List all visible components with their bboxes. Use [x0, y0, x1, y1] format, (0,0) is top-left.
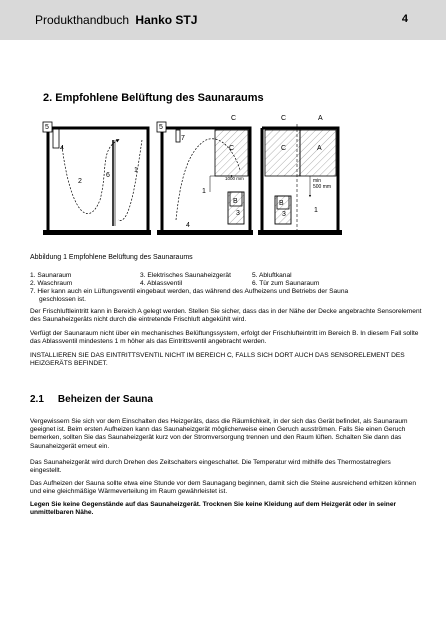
legend-item-7-cont: geschlossen ist.: [39, 296, 86, 303]
legend-item-6: 6. Tür zum Saunaraum: [252, 280, 320, 287]
paragraph-5: Das Saunaheizgerät wird durch Drehen des Zeitschalters eingeschaltet. Die Temperatur wird mithilfe des Thermostatreglers eingestellt.: [30, 459, 391, 475]
fig3-min-label: min: [313, 178, 322, 184]
legend-item-2: 2. Waschraum: [30, 280, 73, 287]
fig2-label-5: 5: [159, 124, 163, 131]
fig2-dim-label: 1000 mm: [225, 176, 244, 181]
ventilation-diagram: [0, 0, 446, 260]
fig2-label-7: 7: [181, 135, 185, 142]
legend-item-5: 5. Abluftkanal: [252, 272, 292, 279]
fig3-label-c-top: C: [281, 115, 287, 122]
paragraph-2: Verfügt der Saunaraum nicht über ein mechanisches Belüftungssystem, erfolgt der Frischlufteintritt im Bereich B. In diesem Fall sollte das Ablassventil mindestens 1 m höher als das Eintrittsventil angebracht werden.: [30, 330, 419, 346]
fig3-dim-label: 500 mm: [313, 184, 332, 190]
fig2-label-1: 1: [202, 188, 206, 195]
fig1-label-4: 4: [60, 145, 64, 152]
paragraph-3: INSTALLIEREN SIE DAS EINTRITTSVENTIL NICHT IM BEREICH C, FALLS SICH DORT AUCH DAS SENSORELEMENT DES HEIZGERÄTS BEFINDET.: [30, 352, 405, 368]
figure-legend: [30, 272, 420, 304]
legend-item-3: 3. Elektrisches Saunaheizgerät: [140, 272, 231, 279]
figure-3: [258, 115, 342, 235]
paragraph-1: Der Frischluftleintritt kann in Bereich A gelegt werden. Stellen Sie sicher, dass das in der Nähe der Decke angebrachte Sensorelement des Saunaheizgeräts nicht durch die eintretende Frischluft abgekühlt wird.: [30, 308, 422, 324]
fig3-label-3: 3: [282, 211, 286, 218]
fig1-label-2: 2: [78, 178, 82, 185]
paragraph-7-warning: Legen Sie keine Gegenstände auf das Saunaheizgerät. Trocknen Sie keine Kleidung auf dem Heizgerät oder in seiner unmittelbaren Nähe.: [30, 501, 397, 517]
header-title-product: Hanko STJ: [135, 13, 198, 27]
paragraph-6: Das Aufheizen der Sauna sollte etwa eine Stunde vor dem Saunagang beginnen, damit sich die Steine ausreichend erhitzen können und eine gleichmäßige Wärmeverteilung im Raum gewährleistet ist.: [30, 480, 416, 496]
subsection-label: Beheizen der Sauna: [57, 394, 153, 405]
legend-item-1: 1. Saunaraum: [30, 272, 72, 279]
page-number: 4: [401, 13, 408, 25]
fig3-label-b: B: [279, 200, 284, 207]
legend-item-4: 4. Ablassventil: [140, 280, 183, 287]
header-title-prefix: Produkthandbuch: [35, 13, 130, 27]
fig2-label-c-top: C: [231, 115, 237, 122]
fig2-label-4: 4: [186, 222, 190, 229]
legend-item-7: 7. Hier kann auch ein Lüftungsventil eingebaut werden, das während des Aufheizens und Betriebs der Sauna: [30, 288, 349, 295]
fig1-label-5: 5: [45, 124, 49, 131]
section-title: 2. Empfohlene Belüftung des Saunaraums: [43, 92, 264, 104]
fig3-label-1: 1: [314, 207, 318, 214]
figure-2: [157, 115, 253, 235]
fig3-label-a: A: [317, 145, 322, 152]
fig3-label-c: C: [281, 145, 287, 152]
subsection-number: 2.1: [30, 394, 44, 405]
fig1-label-6: 6: [106, 172, 110, 179]
figure-caption: Abbildung 1 Empfohlene Belüftung des Saunaraums: [30, 254, 193, 261]
fig2-label-3: 3: [236, 210, 240, 217]
figure-1: [43, 122, 151, 235]
paragraph-4: Vergewissern Sie sich vor dem Einschalten des Heizgeräts, dass die Räumlichkeit, in der sich das Gerät befindet, als Saunaraum geeignet ist. Beim ersten Aufheizen kann das Saunaheizgerät möglicherweise einen Geruch ausströmen. Falls Sie einen Geruch bemerken, sollten Sie das Saunaheizgerät kurz von der Stromversorgung trennen und den Raum lüften. Schalten Sie dann das Saunaheizgerät erneut ein.: [30, 418, 408, 450]
fig3-label-a-top: A: [318, 115, 323, 122]
fig2-label-c: C: [229, 145, 235, 152]
fig2-label-b: B: [233, 198, 238, 205]
subsection-title: [30, 394, 153, 405]
fig1-label-1: 1: [134, 167, 138, 174]
